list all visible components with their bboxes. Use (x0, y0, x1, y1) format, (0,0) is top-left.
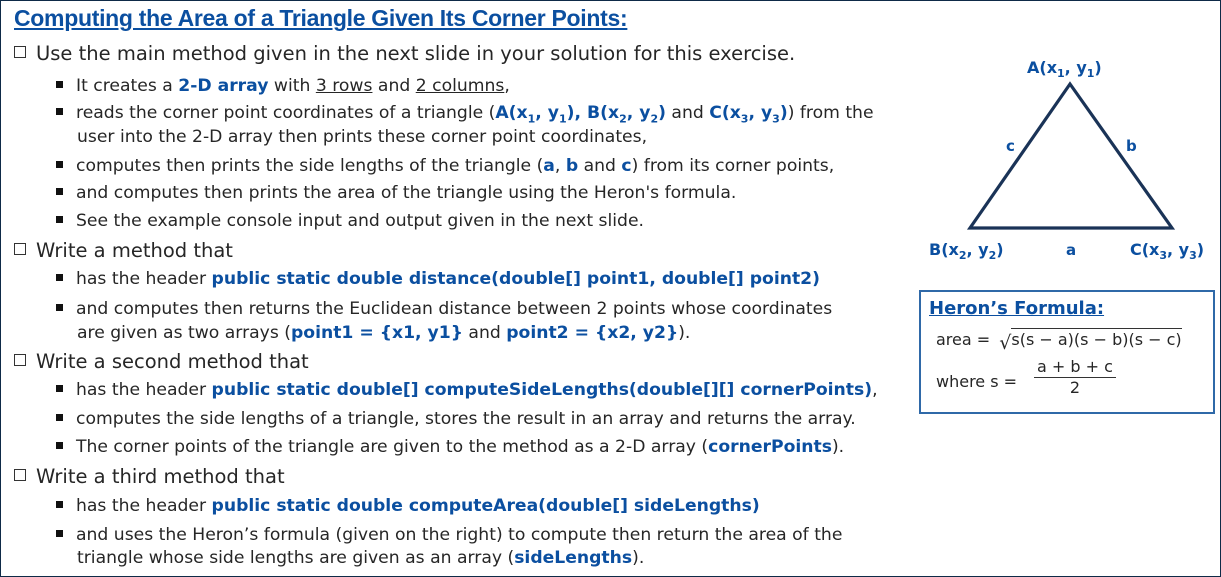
bullet-continuation: user into the 2-D array then prints these corner point coordinates, (77, 127, 648, 147)
text: ). (678, 323, 691, 343)
emphasis-text: $C(x_3$, $y_3$) (709, 103, 788, 126)
square-bullet-icon (56, 530, 63, 537)
text: are given as two arrays ( (77, 323, 291, 343)
text: has the header (76, 269, 212, 289)
bullet-continuation (77, 322, 690, 344)
area-formula (936, 330, 1182, 354)
emphasis-text: $A(x_1$, $y_1$), $B(x_2$, $y_2$) (495, 103, 666, 126)
herons-formula-box (919, 290, 1215, 414)
text: It creates a (76, 76, 179, 96)
text: , (504, 76, 510, 96)
bullet-item (56, 155, 834, 177)
underlined-text: 2 columns (415, 76, 505, 96)
emphasis-text: b (565, 156, 579, 176)
emphasis-text: cornerPoints (708, 437, 832, 457)
triangle-diagram (960, 75, 1180, 235)
square-bullet-icon (56, 188, 63, 195)
underlined-text: 3 rows (315, 76, 373, 96)
section-heading: Write a second method that (36, 350, 309, 373)
square-bullet-icon (56, 161, 63, 168)
section-area-method (14, 465, 285, 488)
area-radicand: s(s − a)(s − b)(s − c) (1011, 330, 1182, 349)
text: ) from the (787, 103, 874, 123)
checkbox-bullet-icon (14, 243, 26, 255)
emphasis-text: 2-D array (178, 76, 269, 96)
section-heading: Write a method that (36, 239, 233, 262)
method-header-text: public static double computeArea(double[] sideLengths) (211, 496, 760, 516)
bullet-item (56, 268, 820, 290)
emphasis-text: point1 = {x1, y1} (290, 323, 463, 343)
square-bullet-icon (56, 108, 63, 115)
text: and (462, 323, 507, 343)
bullet-item (56, 379, 878, 401)
emphasis-text: sideLengths (514, 548, 633, 568)
text: has the header (76, 380, 212, 400)
bullet-item (56, 436, 844, 458)
section-main-method (14, 42, 795, 65)
square-bullet-icon (56, 81, 63, 88)
checkbox-bullet-icon (14, 469, 26, 481)
vertex-a-label: $A(x_1$, $y_1$) (1027, 58, 1102, 81)
text: computes then prints the side lengths of the triangle ( (76, 156, 544, 176)
square-bullet-icon (56, 501, 63, 508)
side-a-label: a (1066, 241, 1077, 259)
bullet-item (56, 182, 736, 204)
text: has the header (76, 496, 212, 516)
bullet-item (56, 495, 760, 517)
slide-title: Computing the Area of a Triangle Given Its Corner Points: (14, 5, 628, 31)
text: and (372, 76, 416, 96)
checkbox-bullet-icon (14, 46, 26, 58)
text: reads the corner point coordinates of a triangle ( (76, 103, 496, 123)
bullet-item (56, 524, 842, 546)
text: ). (632, 548, 645, 568)
bullet-continuation (77, 547, 644, 569)
square-bullet-icon (56, 304, 63, 311)
sqrt-icon: √ (999, 332, 1012, 354)
bullet-item (56, 75, 510, 97)
bullet-item (56, 298, 832, 320)
bullet-item (56, 408, 856, 430)
text: The corner points of the triangle are given to the method as a 2-D array ( (76, 437, 709, 457)
section-heading: Use the main method given in the next slide in your solution for this exercise. (36, 42, 796, 65)
method-header-text: public static double[] computeSideLengths(double[][] cornerPoints) (211, 380, 873, 400)
side-b-label: b (1126, 137, 1137, 155)
emphasis-text: a (543, 156, 555, 176)
text: ). (831, 437, 845, 457)
square-bullet-icon (56, 385, 63, 392)
bullet-item (56, 210, 644, 232)
section-side-lengths-method (14, 350, 309, 373)
text: ) from its corner points, (631, 156, 835, 176)
text: and uses the Heron’s formula (given on the right) to compute then return the area of the (76, 525, 843, 545)
side-c-label: c (1006, 137, 1015, 155)
section-distance-method (14, 239, 233, 262)
text: and computes then prints the area of the triangle using the Heron's formula. (76, 183, 737, 203)
vertex-b-label: $B(x_2$, $y_2$) (929, 240, 1004, 263)
text: See the example console input and output given in the next slide. (76, 211, 644, 231)
method-header-text: public static double distance(double[] point1, double[] point2) (211, 269, 820, 289)
text: with (268, 76, 316, 96)
triangle-shape (970, 84, 1172, 228)
emphasis-text: c (621, 156, 632, 176)
section-heading: Write a third method that (36, 465, 285, 488)
text: and (665, 103, 710, 123)
where-label: where s = (936, 372, 1018, 391)
emphasis-text: point2 = {x2, y2} (506, 323, 679, 343)
text: triangle whose side lengths are given as an array ( (77, 548, 515, 568)
text: and (578, 156, 622, 176)
square-bullet-icon (56, 442, 63, 449)
area-lhs: area = (936, 330, 991, 349)
square-bullet-icon (56, 274, 63, 281)
square-bullet-icon (56, 216, 63, 223)
text: , (872, 380, 878, 400)
formula-title: Heron’s Formula: (929, 298, 1105, 319)
text: and computes then returns the Euclidean distance between 2 points whose coordinates (76, 299, 833, 319)
square-bullet-icon (56, 414, 63, 421)
text: computes the side lengths of a triangle, stores the result in an array and returns the array. (76, 409, 856, 429)
fraction-denominator: 2 (1069, 378, 1081, 397)
text: , (554, 156, 566, 176)
fraction-numerator: a + b + c (1034, 357, 1116, 378)
s-fraction (1034, 357, 1116, 397)
vertex-c-label: $C(x_3$, $y_3$) (1130, 240, 1205, 263)
checkbox-bullet-icon (14, 354, 26, 366)
